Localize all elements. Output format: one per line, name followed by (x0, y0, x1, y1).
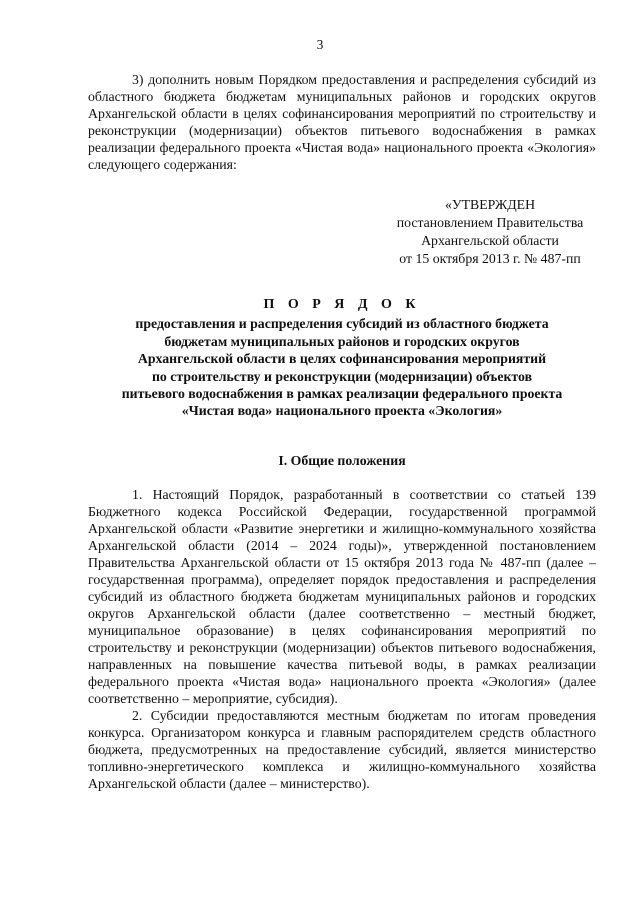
section-body (88, 486, 596, 792)
approval-line-3: Архангельской области (421, 233, 559, 248)
page-number: 3 (316, 37, 324, 52)
paragraph-1: 1. Настоящий Порядок, разработанный в соответствии со статьей 139 Бюджетного кодекса Российской Федерации, государственной программой Архангельской области «Развитие энергетики и жилищно-коммунального хозяйства Архангельской области (2014 – 2024 годы)», утвержденной постановлением Правительства Архангельской области от 15 октября 2013 года № 487-пп (далее – государственная программа), определяет порядок предоставления и распределения субсидий из областного бюджета бюджетам муниципальных районов и городских округов Архангельской области (далее соответственно – местный бюджет, муниципальное образование) в целях софинансирования мероприятий по строительству и реконструкции (модернизации) объектов питьевого водоснабжения, направленных на повышение качества питьевой воды, в рамках реализации федерального проекта «Чистая вода» национального проекта «Экология» (далее соответственно – мероприятие, субсидия). (88, 487, 596, 706)
title-line: «Чистая вода» национального проекта «Экология» (181, 403, 503, 419)
intro-paragraph-block (88, 71, 596, 173)
intro-paragraph: 3) дополнить новым Порядком предоставления и распределения субсидий из областного бюджета бюджетам муниципальных районов и городских округов Архангельской области в целях софинансирования мероприятий по строительству и реконструкции (модернизации) объектов питьевого водоснабжения в рамках реализации федерального проекта «Чистая вода» национального проекта «Экология» следующего содержания: (88, 72, 596, 172)
title-main: П О Р Я Д О К (263, 297, 421, 312)
section-heading: I. Общие положения (278, 453, 406, 468)
title-line: бюджетам муниципальных районов и городских округов (164, 333, 520, 349)
document-title (88, 296, 596, 420)
paragraph-2: 2. Субсидии предоставляются местным бюджетам по итогам проведения конкурса. Организатором конкурса и главным распорядителем средств областного бюджета, предусмотренных на предоставление субсидий, является министерство топливно-энергетического комплекса и жилищно-коммунального хозяйства Архангельской области (далее – министерство). (88, 708, 596, 791)
title-line: по строительству и реконструкции (модернизации) объектов (151, 368, 533, 384)
approval-line-2: постановлением Правительства (396, 215, 584, 230)
approval-line-4: от 15 октября 2013 г. № 487-пп (399, 251, 581, 266)
approval-line-1: «УТВЕРЖДЕН (444, 197, 536, 212)
title-line: питьевого водоснабжения в рамках реализации федерального проекта (121, 386, 563, 402)
approval-stamp (380, 196, 600, 268)
title-line: предоставления и распределения субсидий из областного бюджета (135, 316, 549, 332)
title-line: Архангельской области в целях софинансирования мероприятий (137, 351, 547, 367)
